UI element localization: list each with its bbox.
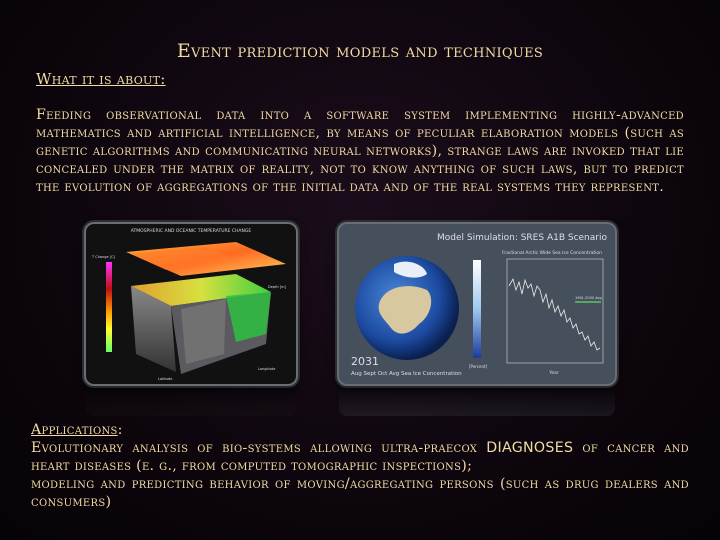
ocean-image-reflection [86,386,296,416]
chart-title: Fractional Arctic Wide Sea Ice Concentration [502,251,602,256]
percent-label: [Percent] [469,364,488,369]
application-item-diagnoses [31,439,689,475]
slide-title: Event prediction models and techniques [176,40,544,62]
applications-colon: : [117,422,123,438]
ocean-temperature-image [86,224,296,384]
year-label: 2031 [351,355,379,368]
caption-label: Aug Sept Oct Avg Sea Ice Concentration [351,371,462,377]
application-text-part2: of cancer and heart diseases (e. g., from computed tomographic inspections); [31,440,689,474]
application-item-behavior: modeling and predicting behavior of moving/aggregating persons (such as drug dealers and consumers) [31,476,689,510]
temperature-colorbar [106,262,112,352]
sea-ice-image-reflection [339,386,615,416]
sea-ice-series-line [509,279,600,350]
average-marker-label: 1961-2000 Avg [575,296,602,300]
latitude-label: Latitude [158,377,173,381]
applications-heading-line [31,421,689,439]
t-change-label: T Change [C] [92,255,115,259]
diagnoses-emphasis: DIAGNOSES [486,440,574,456]
ice-colorbar [473,260,481,358]
depth-label: Depth [m] [268,285,286,289]
applications-section [31,421,689,511]
x-axis-label: Year [549,371,559,376]
about-paragraph: Feeding observational data into a software system implementing highly-advanced mathematics and artificial intelligence, by means of peculiar elaboration models (such as genetic algorithms and communicating neural networks), strange laws are invoked that lie concealed under the matrix of reality, not to know anything of such laws, but to predict the evolution of aggregations of the initial data and of the real systems they represent. [36,107,684,195]
application-text-part1: Evolutionary analysis of bio-systems allowing ultra-praecox [31,440,487,456]
longitude-label: Longitude [258,367,276,371]
about-heading: What it is about: [36,70,166,88]
sea-ice-image-title: Model Simulation: SRES A1B Scenario [437,233,607,243]
ocean-image-title: ATMOSPHERIC AND OCEANIC TEMPERATURE CHANGE [130,229,252,234]
sea-ice-simulation-image [339,224,615,384]
applications-heading: Applications [31,422,118,438]
